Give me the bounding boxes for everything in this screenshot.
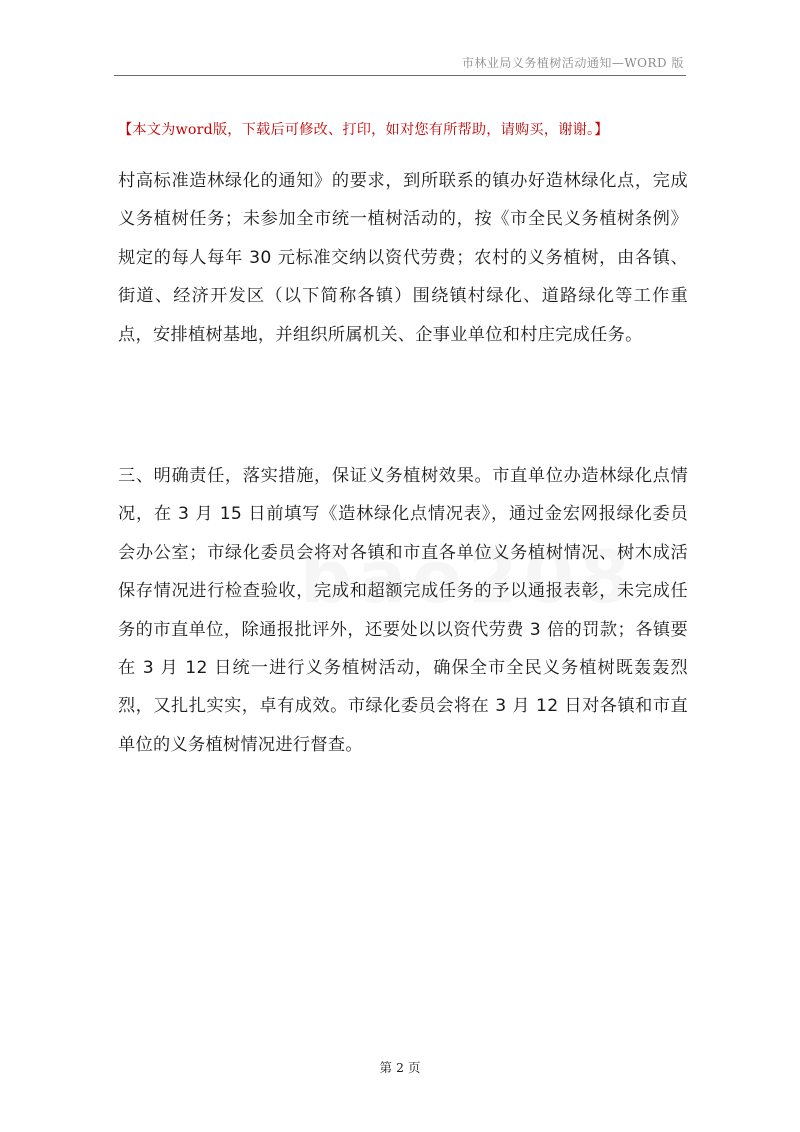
body-paragraph-2: 三、明确责任，落实措施，保证义务植树效果。市直单位办造林绿化点情况，在 3 月 15 日前填写《造林绿化点情况表》，通过金宏网报绿化委员会办公室；市绿化委员会将对各镇和市直各单位义务植树情况、树木成活保存情况进行检查验收，完成和超额完成任务的予以通报表彰，未完成任务的市直单位，除通报批评外，还要处以以资代劳费 3 倍的罚款；各镇要在 3 月 12 日统一进行义务植树活动，确保全市全民义务植树既轰轰烈烈，又扎扎实实，卓有成效。市绿化委员会将在 3 月 12 日对各镇和市直单位的义务植树情况进行督查。 [118,466,688,755]
purchase-notice: 【本文为word版，下载后可修改、打印，如对您有所帮助，请购买，谢谢。】 [118,122,609,138]
header-divider [114,75,686,76]
page-header-title: 市林业局义务植树活动通知—WORD 版 [461,56,684,70]
body-paragraph-1: 村高标准造林绿化的通知》的要求，到所联系的镇办好造林绿化点，完成义务植树任务；未参加全市统一植树活动的，按《市全民义务植树条例》规定的每人每年 30 元标准交纳以资代劳费；农村的义务植树，由各镇、街道、经济开发区（以下简称各镇）围绕镇村绿化、道路绿化等工作重点，安排植树基地，并组织所属机关、企事业单位和村庄完成任务。 [118,171,688,345]
page-number: 第 2 页 [379,1060,421,1075]
